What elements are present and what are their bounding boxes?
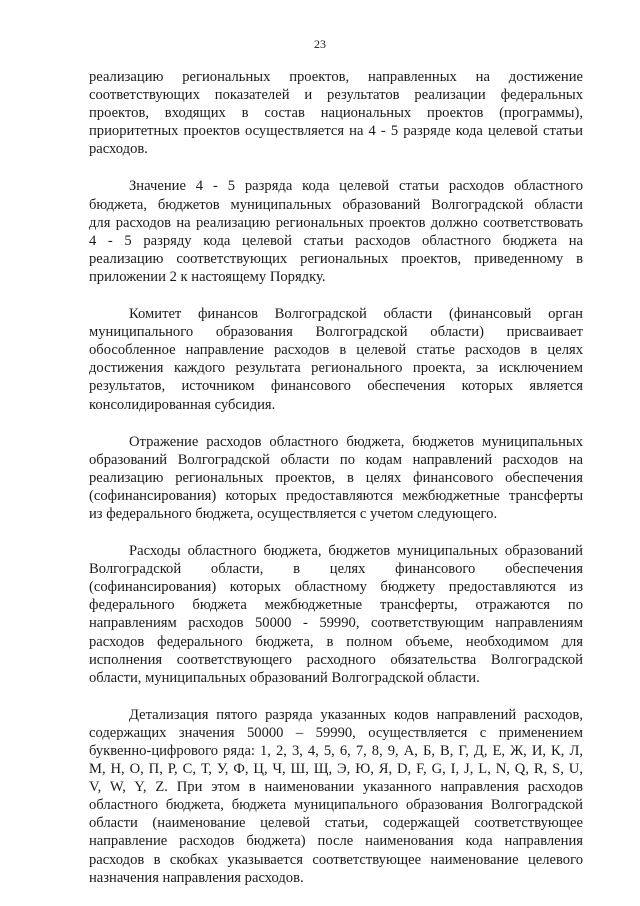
text-line: расходов федерального бюджета, в полном объеме, необходимом для	[89, 633, 583, 650]
text-line: области, муниципальных образований Волгоградской области.	[89, 669, 480, 686]
text-line: расходов.	[89, 141, 148, 158]
text-line: бюджета, бюджетов муниципальных образований Волгоградской области	[89, 196, 583, 213]
text-line: исполнения соответствующего расходного обязательства Волгоградской	[89, 651, 583, 668]
text-line: реализацию региональных проектов, в целях финансового обеспечения	[89, 469, 583, 486]
text-line: проектов, входящих в состав национальных проектов (программы),	[89, 105, 583, 122]
document-body	[89, 68, 583, 906]
text-line: Волгоградской области, в целях финансового обеспечения	[89, 561, 583, 578]
text-line: Отражение расходов областного бюджета, бюджетов муниципальных	[129, 433, 583, 450]
text-line: направлениям расходов 50000 - 59990, соответствующим направлениям	[89, 615, 583, 632]
page-number: 23	[314, 37, 326, 51]
text-line: областного бюджета, бюджета муниципального образования Волгоградской	[89, 797, 583, 814]
text-line: из федерального бюджета, осуществляется с учетом следующего.	[89, 505, 498, 522]
text-line: 4 - 5 разряду кода целевой статьи расходов областного бюджета на	[89, 232, 583, 249]
text-line: результатов, источником финансового обеспечения которых является	[89, 378, 583, 395]
text-line: Комитет финансов Волгоградской области (финансовый орган	[129, 306, 583, 323]
text-line: приоритетных проектов осуществляется на 4 - 5 разряде кода целевой статьи	[89, 123, 583, 140]
text-line: реализацию региональных проектов, направленных на достижение	[89, 69, 583, 85]
text-line: области (наименование целевой статьи, содержащей соответствующее	[89, 815, 583, 832]
text-line: приложении 2 к настоящему Порядку.	[89, 268, 326, 285]
text-line: достижения каждого результата регионального проекта, за исключением	[89, 360, 583, 377]
text-line: назначения направления расходов.	[89, 869, 304, 886]
paragraph	[89, 177, 583, 286]
paragraph	[89, 305, 583, 414]
text-line: обособленное направление расходов в целевой статье расходов в целях	[89, 342, 583, 359]
paragraph	[89, 68, 583, 158]
paragraph	[89, 542, 583, 687]
text-line: Детализация пятого разряда указанных кодов направлений расходов,	[129, 706, 583, 723]
paragraph	[89, 433, 583, 523]
text-line: Значение 4 - 5 разряда кода целевой статьи расходов областного	[129, 178, 583, 195]
text-line: федерального бюджета межбюджетные трансферты, отражаются по	[89, 597, 583, 614]
text-line: направление расходов бюджета) после наименования кода направления	[89, 833, 583, 850]
text-line: консолидированная субсидия.	[89, 396, 276, 413]
text-line: (софинансирования) которых областному бюджету предоставляются из	[89, 579, 583, 596]
text-line: (софинансирования) которых предоставляются межбюджетные трансферты	[89, 487, 583, 504]
text-line: расходов в скобках указывается соответствующее наименование целевого	[89, 851, 583, 868]
text-line: М, Н, О, П, Р, С, Т, У, Ф, Ц, Ч, Ш, Щ, Э, Ю, Я, D, F, G, I, J, L, N, Q, R, S, U,	[89, 761, 583, 778]
paragraph	[89, 706, 583, 887]
text-line: для расходов на реализацию региональных проектов должно соответствовать	[89, 214, 583, 231]
text-line: реализацию соответствующих региональных проектов, приведенному в	[89, 250, 583, 267]
text-line: содержащих значения 50000 – 59990, осуществляется с применением	[89, 724, 583, 741]
text-line: Расходы областного бюджета, бюджетов муниципальных образований	[129, 543, 583, 560]
text-line: образований Волгоградской области по кодам направлений расходов на	[89, 451, 583, 468]
text-line: муниципального образования Волгоградской области) присваивает	[89, 324, 583, 341]
text-line: соответствующих показателей и результатов реализации федеральных	[89, 87, 583, 104]
text-line: V, W, Y, Z. При этом в наименовании указанного направления расходов	[89, 779, 583, 796]
text-line: буквенно-цифрового ряда: 1, 2, 3, 4, 5, 6, 7, 8, 9, А, Б, В, Г, Д, Е, Ж, И, К, Л,	[89, 743, 583, 759]
